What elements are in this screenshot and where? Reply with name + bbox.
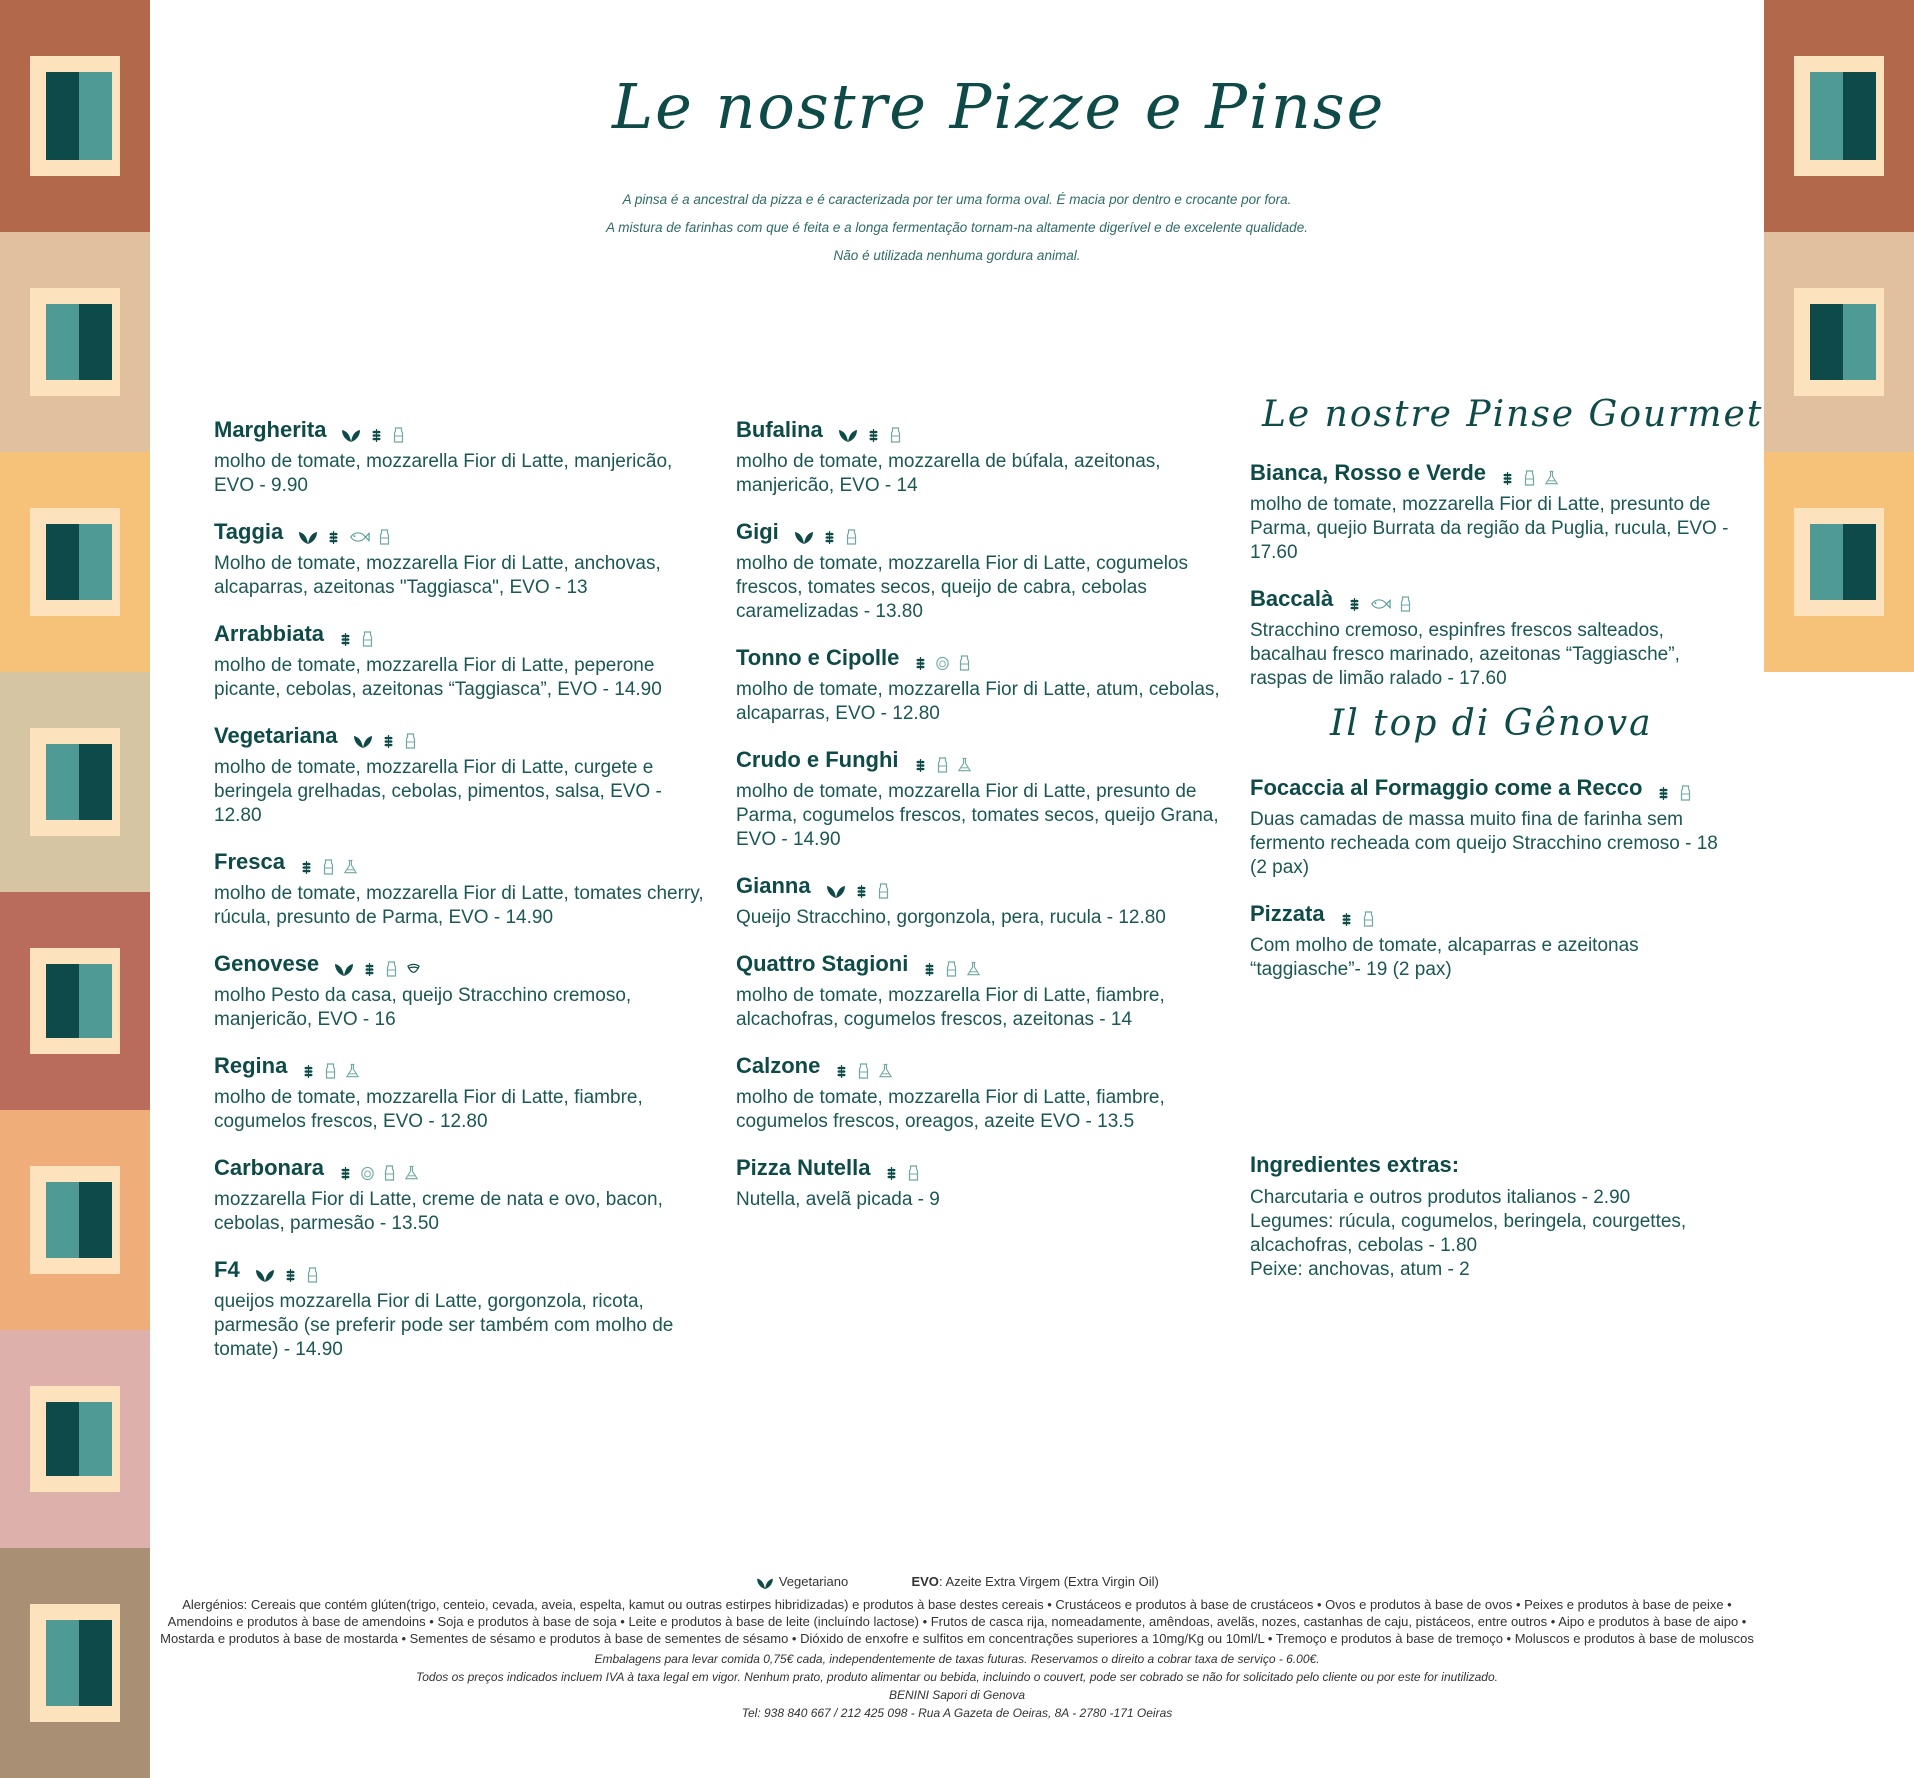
intro-text [300, 186, 1614, 270]
allergen-icons [922, 956, 981, 972]
window-pane [1810, 304, 1843, 380]
menu-item-header [214, 1052, 704, 1080]
menu-item [736, 1052, 1226, 1134]
milk-icon [321, 854, 336, 870]
milk-icon [888, 422, 903, 438]
menu-item-header [736, 644, 1226, 672]
menu-item-description: molho de tomate, mozzarella Fior di Latte, fiambre, alcachofras, cogumelos frescos, azeitonas - 14 [736, 985, 1165, 1030]
milk-icon [935, 752, 950, 768]
allergen-icons [297, 524, 392, 540]
allergen-icons [1339, 906, 1376, 922]
wheat-icon [283, 1262, 298, 1278]
allergen-icons [254, 1262, 320, 1278]
menu-item-header [736, 1154, 1226, 1182]
milk-icon [1398, 591, 1413, 607]
window-pane [46, 1182, 79, 1258]
fine-print [160, 1650, 1754, 1722]
flask-icon [1544, 465, 1559, 481]
menu-column-right [1250, 394, 1764, 1282]
milk-icon [844, 524, 859, 540]
extras-title: Ingredientes extras: [1250, 1152, 1460, 1177]
wheat-icon [1656, 780, 1671, 796]
menu-item-header [214, 416, 704, 444]
menu-item-header [214, 1256, 704, 1284]
menu-item-name: Focaccia al Formaggio come a Recco [1250, 775, 1643, 800]
milk-icon [323, 1058, 338, 1074]
menu-item-header [736, 1052, 1226, 1080]
menu-item-header [1250, 900, 1740, 928]
menu-item-name: Gianna [736, 873, 811, 898]
allergen-icons [352, 728, 418, 744]
menu-item [214, 848, 704, 930]
allergen-icons [913, 752, 972, 768]
menu-item-description: molho de tomate, mozzarella Fior di Latte, atum, cebolas, alcaparras, EVO - 12.80 [736, 679, 1220, 724]
menu-column-left [214, 416, 704, 1362]
flask-icon [345, 1058, 360, 1074]
menu-item-name: Vegetariana [214, 723, 338, 748]
legend-line [160, 1572, 1754, 1592]
milk-icon [876, 878, 891, 894]
milk-icon [957, 650, 972, 666]
wheat-icon [913, 752, 928, 768]
menu-item-name: Bianca, Rosso e Verde [1250, 460, 1486, 485]
menu-item [214, 950, 704, 1032]
top-title: Il top di Gênova [1330, 703, 1653, 744]
stripe-band [0, 1330, 150, 1548]
wheat-icon [866, 422, 881, 438]
menu-item-description: Queijo Stracchino, gorgonzola, pera, rucula - 12.80 [736, 907, 1166, 928]
window-pane [1843, 304, 1876, 380]
milk-icon [360, 626, 375, 642]
menu-item-name: Genovese [214, 951, 320, 976]
menu-item-header [736, 416, 1226, 444]
allergen-icons [338, 1160, 419, 1176]
wheat-icon [922, 956, 937, 972]
allergen-icons [913, 650, 972, 666]
menu-item-description: molho de tomate, mozzarella Fior di Latte, cogumelos frescos, tomates secos, queijo de cabra, cebolas caramelizadas - 13.80 [736, 553, 1188, 622]
leaf-icon [793, 524, 815, 540]
stripe-band [0, 1548, 150, 1778]
window-tile [30, 1386, 120, 1492]
menu-item-name: Tonno e Cipolle [736, 645, 900, 670]
menu-item [214, 620, 704, 702]
window-tile [30, 948, 120, 1054]
allergen-icons [837, 422, 903, 438]
gourmet-title: Le nostre Pinse Gourmet [1262, 394, 1764, 435]
menu-item [736, 416, 1226, 498]
top-list [1250, 774, 1740, 982]
intro-line: Não é utilizada nenhuma gordura animal. [833, 248, 1081, 263]
menu-item [736, 872, 1226, 930]
menu-item [214, 722, 704, 828]
allergen-icons [1656, 780, 1693, 796]
menu-item [214, 1154, 704, 1236]
wheat-icon [913, 650, 928, 666]
milk-icon [1361, 906, 1376, 922]
wheat-icon [381, 728, 396, 744]
milk-icon [382, 1160, 397, 1176]
extras-line: Peixe: anchovas, atum - 2 [1250, 1259, 1470, 1280]
menu-item-description: Molho de tomate, mozzarella Fior di Latte, anchovas, alcaparras, azeitonas "Taggiasca", EVO - 13 [214, 553, 661, 598]
menu-item [1250, 585, 1740, 691]
right-decor-strip [1764, 0, 1914, 672]
menu-item-header [214, 1154, 704, 1182]
menu-item-description: molho de tomate, mozzarella Fior di Latte, tomates cherry, rúcula, presunto de Parma, EVO - 14.90 [214, 883, 704, 928]
window-pane [79, 744, 112, 820]
menu-item-header [214, 620, 704, 648]
menu-item-name: Baccalà [1250, 586, 1334, 611]
milk-icon [403, 728, 418, 744]
menu-item-name: Bufalina [736, 417, 823, 442]
leaf-icon [755, 1576, 775, 1590]
window-tile [1794, 288, 1884, 396]
milk-icon [384, 956, 399, 972]
intro-line: A mistura de farinhas com que é feita e a longa fermentação tornam-na altamente digerível e de excelente qualidade. [606, 220, 1308, 235]
wheat-icon [369, 422, 384, 438]
milk-icon [906, 1160, 921, 1176]
milk-icon [1522, 465, 1537, 481]
extras-line: Charcutaria e outros produtos italianos - 2.90 [1250, 1187, 1631, 1208]
window-pane [79, 304, 112, 380]
stripe-band [0, 1110, 150, 1330]
allergen-icons [299, 854, 358, 870]
leaf-icon [297, 524, 319, 540]
nut-icon [406, 956, 421, 972]
menu-item-name: Fresca [214, 849, 285, 874]
wheat-icon [362, 956, 377, 972]
allergen-icons [333, 956, 421, 972]
extras-section [1250, 1152, 1740, 1282]
menu-item-description: molho de tomate, mozzarella Fior di Latte, manjericão, EVO - 9.90 [214, 451, 673, 496]
menu-item-name: Quattro Stagioni [736, 951, 909, 976]
fish-icon [1369, 591, 1391, 607]
window-pane [1843, 524, 1876, 600]
window-pane [1810, 524, 1843, 600]
milk-icon [944, 956, 959, 972]
leaf-icon [352, 728, 374, 744]
menu-item-header [214, 518, 704, 546]
window-tile [1794, 508, 1884, 616]
window-pane [79, 524, 112, 600]
wheat-icon [854, 878, 869, 894]
menu-item [1250, 459, 1740, 565]
menu-item-description: mozzarella Fior di Latte, creme de nata e ovo, bacon, cebolas, parmesão - 13.50 [214, 1189, 663, 1234]
wheat-icon [834, 1058, 849, 1074]
menu-item-header [214, 848, 704, 876]
menu-item [736, 950, 1226, 1032]
allergen-icons [834, 1058, 893, 1074]
wheat-icon [1347, 591, 1362, 607]
window-pane [1810, 72, 1843, 160]
flask-icon [878, 1058, 893, 1074]
window-tile [1794, 56, 1884, 176]
window-tile [30, 1604, 120, 1722]
wheat-icon [884, 1160, 899, 1176]
menu-item-header [736, 950, 1226, 978]
gourmet-list [1250, 459, 1740, 691]
menu-item [214, 518, 704, 600]
menu-item-header [736, 872, 1226, 900]
menu-item-name: Gigi [736, 519, 779, 544]
egg-icon [360, 1160, 375, 1176]
wheat-icon [1339, 906, 1354, 922]
window-pane [79, 1402, 112, 1476]
page-title: Le nostre Pizze e Pinse [612, 70, 1386, 143]
allergen-icons [884, 1160, 921, 1176]
window-pane [46, 304, 79, 380]
menu-item-header [736, 746, 1226, 774]
window-pane [1843, 72, 1876, 160]
flask-icon [966, 956, 981, 972]
stripe-band [0, 672, 150, 892]
egg-icon [935, 650, 950, 666]
menu-item [736, 1154, 1226, 1212]
window-tile [30, 288, 120, 396]
menu-item-name: Pizza Nutella [736, 1155, 871, 1180]
allergen-icons [338, 626, 375, 642]
wheat-icon [299, 854, 314, 870]
allergen-icons [825, 878, 891, 894]
leaf-icon [254, 1262, 276, 1278]
flask-icon [404, 1160, 419, 1176]
menu-item-description: queijos mozzarella Fior di Latte, gorgonzola, ricota, parmesão (se preferir pode ser também com molho de tomate) - 14.90 [214, 1291, 674, 1360]
extras-line: Legumes: rúcula, cogumelos, beringela, courgettes, alcachofras, cebolas - 1.80 [1250, 1211, 1687, 1256]
menu-item-header [736, 518, 1226, 546]
stripe-band [1764, 452, 1914, 672]
menu-item [214, 1256, 704, 1362]
footer [160, 1572, 1754, 1722]
allergen-icons [793, 524, 859, 540]
menu-item-description: molho de tomate, mozzarella Fior di Latte, fiambre, cogumelos frescos, oreagos, azeite EVO - 13.5 [736, 1087, 1165, 1132]
fish-icon [348, 524, 370, 540]
milk-icon [1678, 780, 1693, 796]
menu-item-name: F4 [214, 1257, 240, 1282]
menu-item [736, 746, 1226, 852]
menu-item-description: molho Pesto da casa, queijo Stracchino cremoso, manjericão, EVO - 16 [214, 985, 632, 1030]
menu-item [214, 416, 704, 498]
menu-item-description: molho de tomate, mozzarella Fior di Latte, peperone picante, cebolas, azeitonas “Taggiasca”, EVO - 14.90 [214, 655, 662, 700]
window-pane [46, 524, 79, 600]
menu-item [214, 1052, 704, 1134]
menu-item-name: Pizzata [1250, 901, 1325, 926]
window-pane [46, 964, 79, 1038]
leaf-icon [837, 422, 859, 438]
window-tile [30, 508, 120, 616]
wheat-icon [301, 1058, 316, 1074]
menu-item-name: Crudo e Funghi [736, 747, 899, 772]
milk-icon [377, 524, 392, 540]
flask-icon [343, 854, 358, 870]
window-pane [46, 744, 79, 820]
fine-line: BENINI Sapori di Genova [888, 1688, 1026, 1702]
menu-item-name: Regina [214, 1053, 288, 1078]
menu-item-description: Nutella, avelã picada - 9 [736, 1189, 940, 1210]
stripe-band [0, 0, 150, 232]
window-pane [46, 72, 79, 160]
menu-item [1250, 900, 1740, 982]
window-pane [79, 1182, 112, 1258]
fine-line: Embalagens para levar comida 0,75€ cada, independentemente de taxas futuras. Reservamos o direito a cobrar taxa de serviço - 6.00€. [594, 1652, 1320, 1666]
stripe-band [0, 892, 150, 1110]
wheat-icon [338, 626, 353, 642]
menu-item-description: molho de tomate, mozzarella Fior di Latte, fiambre, cogumelos frescos, EVO - 12.80 [214, 1087, 643, 1132]
menu-item-description: Com molho de tomate, alcaparras e azeitonas “taggiasche”- 19 (2 pax) [1250, 935, 1639, 980]
menu-item-description: molho de tomate, mozzarella Fior di Latte, presunto de Parma, cogumelos frescos, tomates secos, queijo Grana, EVO - 14.90 [736, 781, 1219, 850]
fine-line: Todos os preços indicados incluem IVA à taxa legal em vigor. Nenhum prato, produto alimentar ou bebida, incluindo o couvert, pode ser cobrado se não for solicitado pelo cliente ou por este for inutilizado. [416, 1670, 1498, 1684]
menu-item-name: Carbonara [214, 1155, 325, 1180]
stripe-band [1764, 0, 1914, 232]
menu-item-description: molho de tomate, mozzarella de búfala, azeitonas, manjericão, EVO - 14 [736, 451, 1161, 496]
menu-item-header [1250, 459, 1740, 487]
evo-text: : Azeite Extra Virgem (Extra Virgin Oil) [938, 1574, 1159, 1589]
menu-item [736, 518, 1226, 624]
window-pane [79, 72, 112, 160]
window-tile [30, 1166, 120, 1274]
leaf-icon [333, 956, 355, 972]
window-tile [30, 56, 120, 176]
window-pane [46, 1402, 79, 1476]
menu-item-name: Taggia [214, 519, 284, 544]
milk-icon [391, 422, 406, 438]
stripe-band [0, 452, 150, 672]
allergen-icons [1500, 465, 1559, 481]
fine-line: Tel: 938 840 667 / 212 425 098 - Rua A Gazeta de Oeiras, 8A - 2780 -171 Oeiras [741, 1706, 1173, 1720]
veg-label: Vegetariano [778, 1574, 849, 1589]
allergen-icons [1347, 591, 1413, 607]
window-tile [30, 728, 120, 836]
stripe-band [1764, 232, 1914, 452]
menu-column-middle [736, 416, 1226, 1212]
allergen-legend: Alergénios: Cereais que contém glúten(trigo, centeio, cevada, aveia, espelta, kamut ou outras estirpes hibridizadas) e produtos à base destes cereais • Crustáceos e produtos à base de crustáceos • Ovos e produtos à base de ovos • Peixes e produtos à base de peixe • Amendoins e produtos à base de amendoins • Soja e produtos à base de soja • Leite e produtos à base de leite (incluíndo lactose) • Frutos de casca rija, nomeadamente, amêndoas, avelãs, nozes, castanhas de caju, pistáceos, entre outros • Aipo e produtos à base de aipo • Mostarda e produtos à base de mostarda • Sementes de sésamo e produtos à base de sementes de sésamo • Dióxido de enxofre e sulfitos em concentrações superiores a 10mg/Kg ou 10ml/L • Tremoço e produtos à base de tremoço • Moluscos e produtos à base de moluscos [160, 1597, 1754, 1646]
allergen-icons [340, 422, 406, 438]
menu-item-description: Duas camadas de massa muito fina de farinha sem fermento recheada com queijo Stracchino cremoso - 18 (2 pax) [1250, 809, 1718, 878]
menu-item-header [1250, 585, 1740, 613]
menu-item-description: molho de tomate, mozzarella Fior di Latte, curgete e beringela grelhadas, cebolas, pimentos, salsa, EVO - 12.80 [214, 757, 662, 826]
milk-icon [856, 1058, 871, 1074]
menu-item [736, 644, 1226, 726]
left-decor-strip [0, 0, 150, 1778]
menu-item-name: Calzone [736, 1053, 821, 1078]
menu-item-header [214, 722, 704, 750]
leaf-icon [825, 878, 847, 894]
flask-icon [957, 752, 972, 768]
menu-item-description: Stracchino cremoso, espinfres frescos salteados, bacalhau fresco marinado, azeitonas “Taggiasche”, raspas de limão ralado - 17.60 [1250, 620, 1680, 689]
intro-line: A pinsa é a ancestral da pizza e é caracterizada por ter uma forma oval. É macia por dentro e crocante por fora. [622, 192, 1292, 207]
leaf-icon [340, 422, 362, 438]
milk-icon [305, 1262, 320, 1278]
menu-item-name: Margherita [214, 417, 327, 442]
menu-item-name: Arrabbiata [214, 621, 325, 646]
window-pane [79, 1620, 112, 1706]
window-pane [46, 1620, 79, 1706]
wheat-icon [1500, 465, 1515, 481]
menu-item-header [214, 950, 704, 978]
wheat-icon [822, 524, 837, 540]
wheat-icon [338, 1160, 353, 1176]
menu-item-description: molho de tomate, mozzarella Fior di Latte, presunto de Parma, quejio Burrata da região da Puglia, rucula, EVO - 17.60 [1250, 494, 1729, 563]
evo-abbr: EVO [911, 1574, 939, 1589]
menu-item-header [1250, 774, 1740, 802]
allergen-icons [301, 1058, 360, 1074]
window-pane [79, 964, 112, 1038]
stripe-band [0, 232, 150, 452]
menu-item [1250, 774, 1740, 880]
wheat-icon [326, 524, 341, 540]
